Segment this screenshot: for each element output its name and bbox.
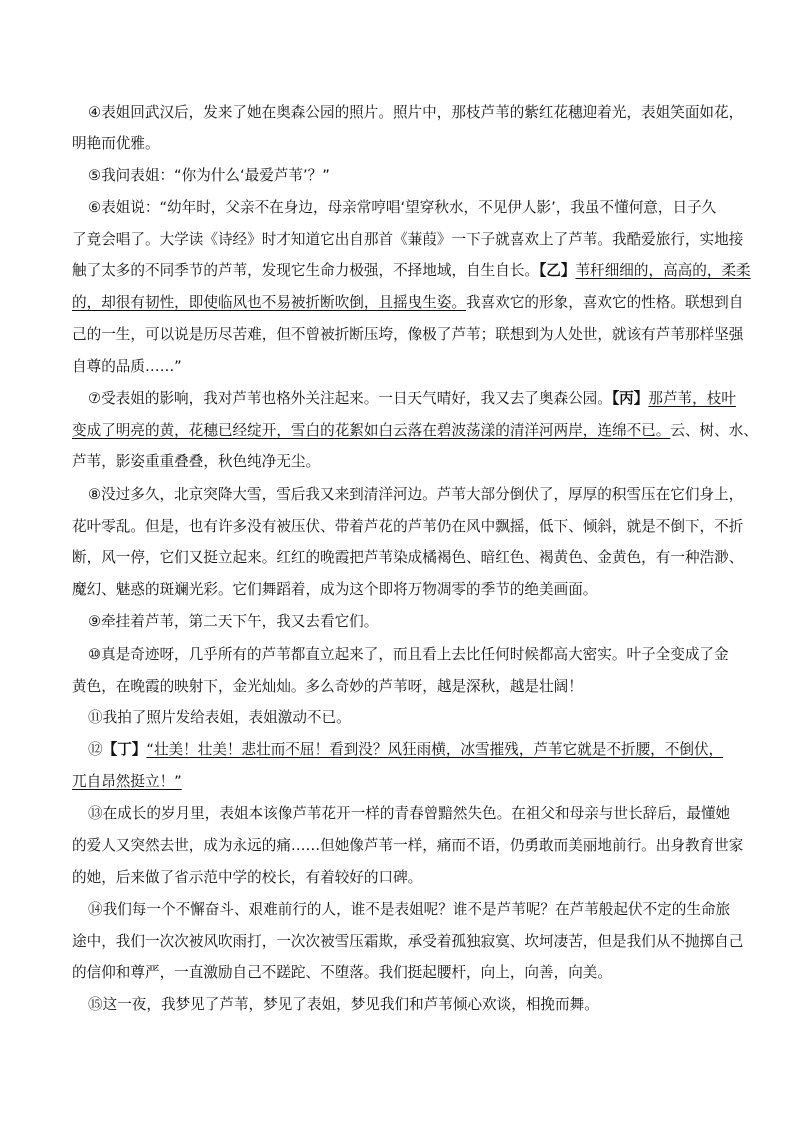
text-segment: ⑫ (88, 741, 103, 758)
text-line (72, 836, 744, 856)
underlined-text: 兀自昂然挺立！” (72, 773, 182, 790)
text-line (72, 325, 744, 345)
text-line (72, 932, 744, 952)
text-line (88, 389, 748, 409)
text-segment: 花叶零乱。但是，也有许多没有被压伏、带着芦花的芦苇仍在风中飘摇，低下、倾斜，就是不倒下，不折 (72, 518, 744, 535)
text-segment: 断，风一停，它们又挺立起来。红红的晚霞把芦苇染成橘褐色、暗红色、褐黄色、金黄色，有一种浩渺、 (72, 549, 744, 566)
text-line (88, 103, 748, 123)
underlined-text: 的，却很有韧性，即使临风也不易被折断吹倒，且摇曳生姿。 (72, 294, 467, 311)
text-line (72, 261, 751, 281)
text-line (72, 517, 744, 537)
text-line (88, 645, 748, 665)
text-segment: 途中，我们一次次被风吹雨打，一次次被雪压霜欺，承受着孤独寂寞、坎坷凄苦，但是我们从不抛掷自己 (72, 933, 744, 950)
text-line (72, 963, 732, 983)
text-line (88, 198, 748, 218)
text-line (72, 580, 732, 600)
text-segment: ⑧没过多久，北京突降大雪，雪后我又来到清洋河边。芦苇大部分倒伏了，厚厚的积雪压在它们身上， (88, 486, 744, 503)
text-line (88, 708, 748, 728)
text-segment: 触了太多的不同季节的芦苇，发现它生命力极强，不择地域，自生自长。 (72, 262, 540, 279)
text-segment: 己的一生，可以说是历尽苦难，但不曾被折断压垮，像极了芦苇；联想到为人处世，就该有芦苇那样坚强 (72, 326, 744, 343)
text-segment: 芦苇，影姿重重叠叠，秋色纯净无尘。 (72, 453, 321, 470)
text-line (88, 485, 748, 505)
text-segment: ⑭我们每一个不懈奋斗、艰难前行的人，谁不是表姐呢？谁不是芦苇呢？在芦苇般起伏不定的生命旅 (88, 901, 731, 918)
section-marker: 【丙】 (611, 390, 649, 407)
section-marker: 【丁】 (102, 741, 147, 758)
text-line (88, 995, 748, 1015)
underlined-text: 那芦苇，枝叶 (648, 390, 736, 407)
text-segment: 黄色，在晚霞的映射下，金光灿灿。多么奇妙的芦苇呀，越是深秋，越是壮阔！ (72, 678, 583, 695)
text-segment: ⑮这一夜，我梦见了芦苇，梦见了表姐，梦见我们和芦苇倾心欢谈，相挽而舞。 (88, 996, 599, 1013)
text-segment: 我喜欢它的形象，喜欢它的性格。联想到自 (466, 294, 744, 311)
text-line (72, 868, 732, 888)
text-segment: 明艳而优雅。 (72, 135, 160, 152)
text-segment: ⑪我拍了照片发给表姐，表姐激动不已。 (88, 709, 351, 726)
text-line (72, 548, 744, 568)
text-segment: 自尊的品质……” (72, 358, 182, 375)
text-line (72, 134, 732, 154)
text-segment: 的爱人又突然去世，成为永远的痛……但她像芦苇一样，痛而不语，仍勇敢而美丽地前行。出身教育世家 (72, 837, 744, 854)
text-line (72, 230, 744, 250)
text-segment: 的信仰和尊严，一直激励自己不蹉跎、不堕落。我们挺起腰杆，向上，向善，向美。 (72, 964, 612, 981)
text-line (88, 166, 748, 186)
text-line (72, 772, 732, 792)
text-line (88, 740, 748, 760)
underlined-text: “壮美！壮美！悲壮而不屈！看到没？风狂雨横，冰雪摧残，芦苇它就是不折腰，不倒伏， (146, 741, 724, 758)
text-line (72, 677, 732, 697)
text-segment: ④表姐回武汉后，发来了她在奥森公园的照片。照片中，那枝芦苇的紫红花穗迎着光，表姐笑面如花， (88, 104, 744, 121)
text-segment: 云、树、水、 (670, 422, 758, 439)
text-segment: ⑩真是奇迹呀，几乎所有的芦苇都直立起来了，而且看上去比任何时候都高大密实。叶子全变成了金 (88, 646, 729, 663)
text-segment: 了竟会唱了。大学读《诗经》时才知道它出自那首《蒹葭》一下子就喜欢上了芦苇。我酷爱旅行，实地接 (72, 231, 744, 248)
text-segment: ⑨牵挂着芦苇，第二天下午，我又去看它们。 (88, 613, 379, 630)
text-line (72, 421, 758, 441)
text-segment: ⑦受表姐的影响，我对芦苇也格外关注起来。一日天气晴好，我又去了奥森公园。 (88, 390, 612, 407)
text-segment: 的她，后来做了省示范中学的校长，有着较好的口碑。 (72, 869, 423, 886)
section-marker: 【乙】 (539, 262, 576, 279)
text-segment: ⑬在成长的岁月里，表姐本该像芦苇花开一样的青春曾黯然失色。在祖父和母亲与世长辞后，最懂她 (88, 805, 731, 822)
text-line (72, 357, 732, 377)
text-segment: ⑤我问表姐：“你为什么‘最爱芦苇’？” (88, 167, 330, 184)
text-line (88, 900, 748, 920)
underlined-text: 苇秆细细的，高高的，柔柔 (575, 262, 751, 279)
text-line (88, 612, 748, 632)
text-line (72, 452, 732, 472)
text-segment: 魔幻、魅惑的斑斓光彩。它们舞蹈着，成为这个即将万物凋零的季节的绝美画面。 (72, 581, 598, 598)
text-line (72, 293, 744, 313)
text-segment: ⑥表姐说：“幼年时，父亲不在身边，母亲常哼唱‘望穿秋水，不见伊人影’，我虽不懂何意，日子久 (88, 199, 717, 216)
underlined-text: 变成了明亮的黄，花穗已经绽开，雪白的花絮如白云落在碧波荡漾的清洋河两岸，连绵不已。 (72, 422, 671, 439)
text-line (88, 804, 748, 824)
